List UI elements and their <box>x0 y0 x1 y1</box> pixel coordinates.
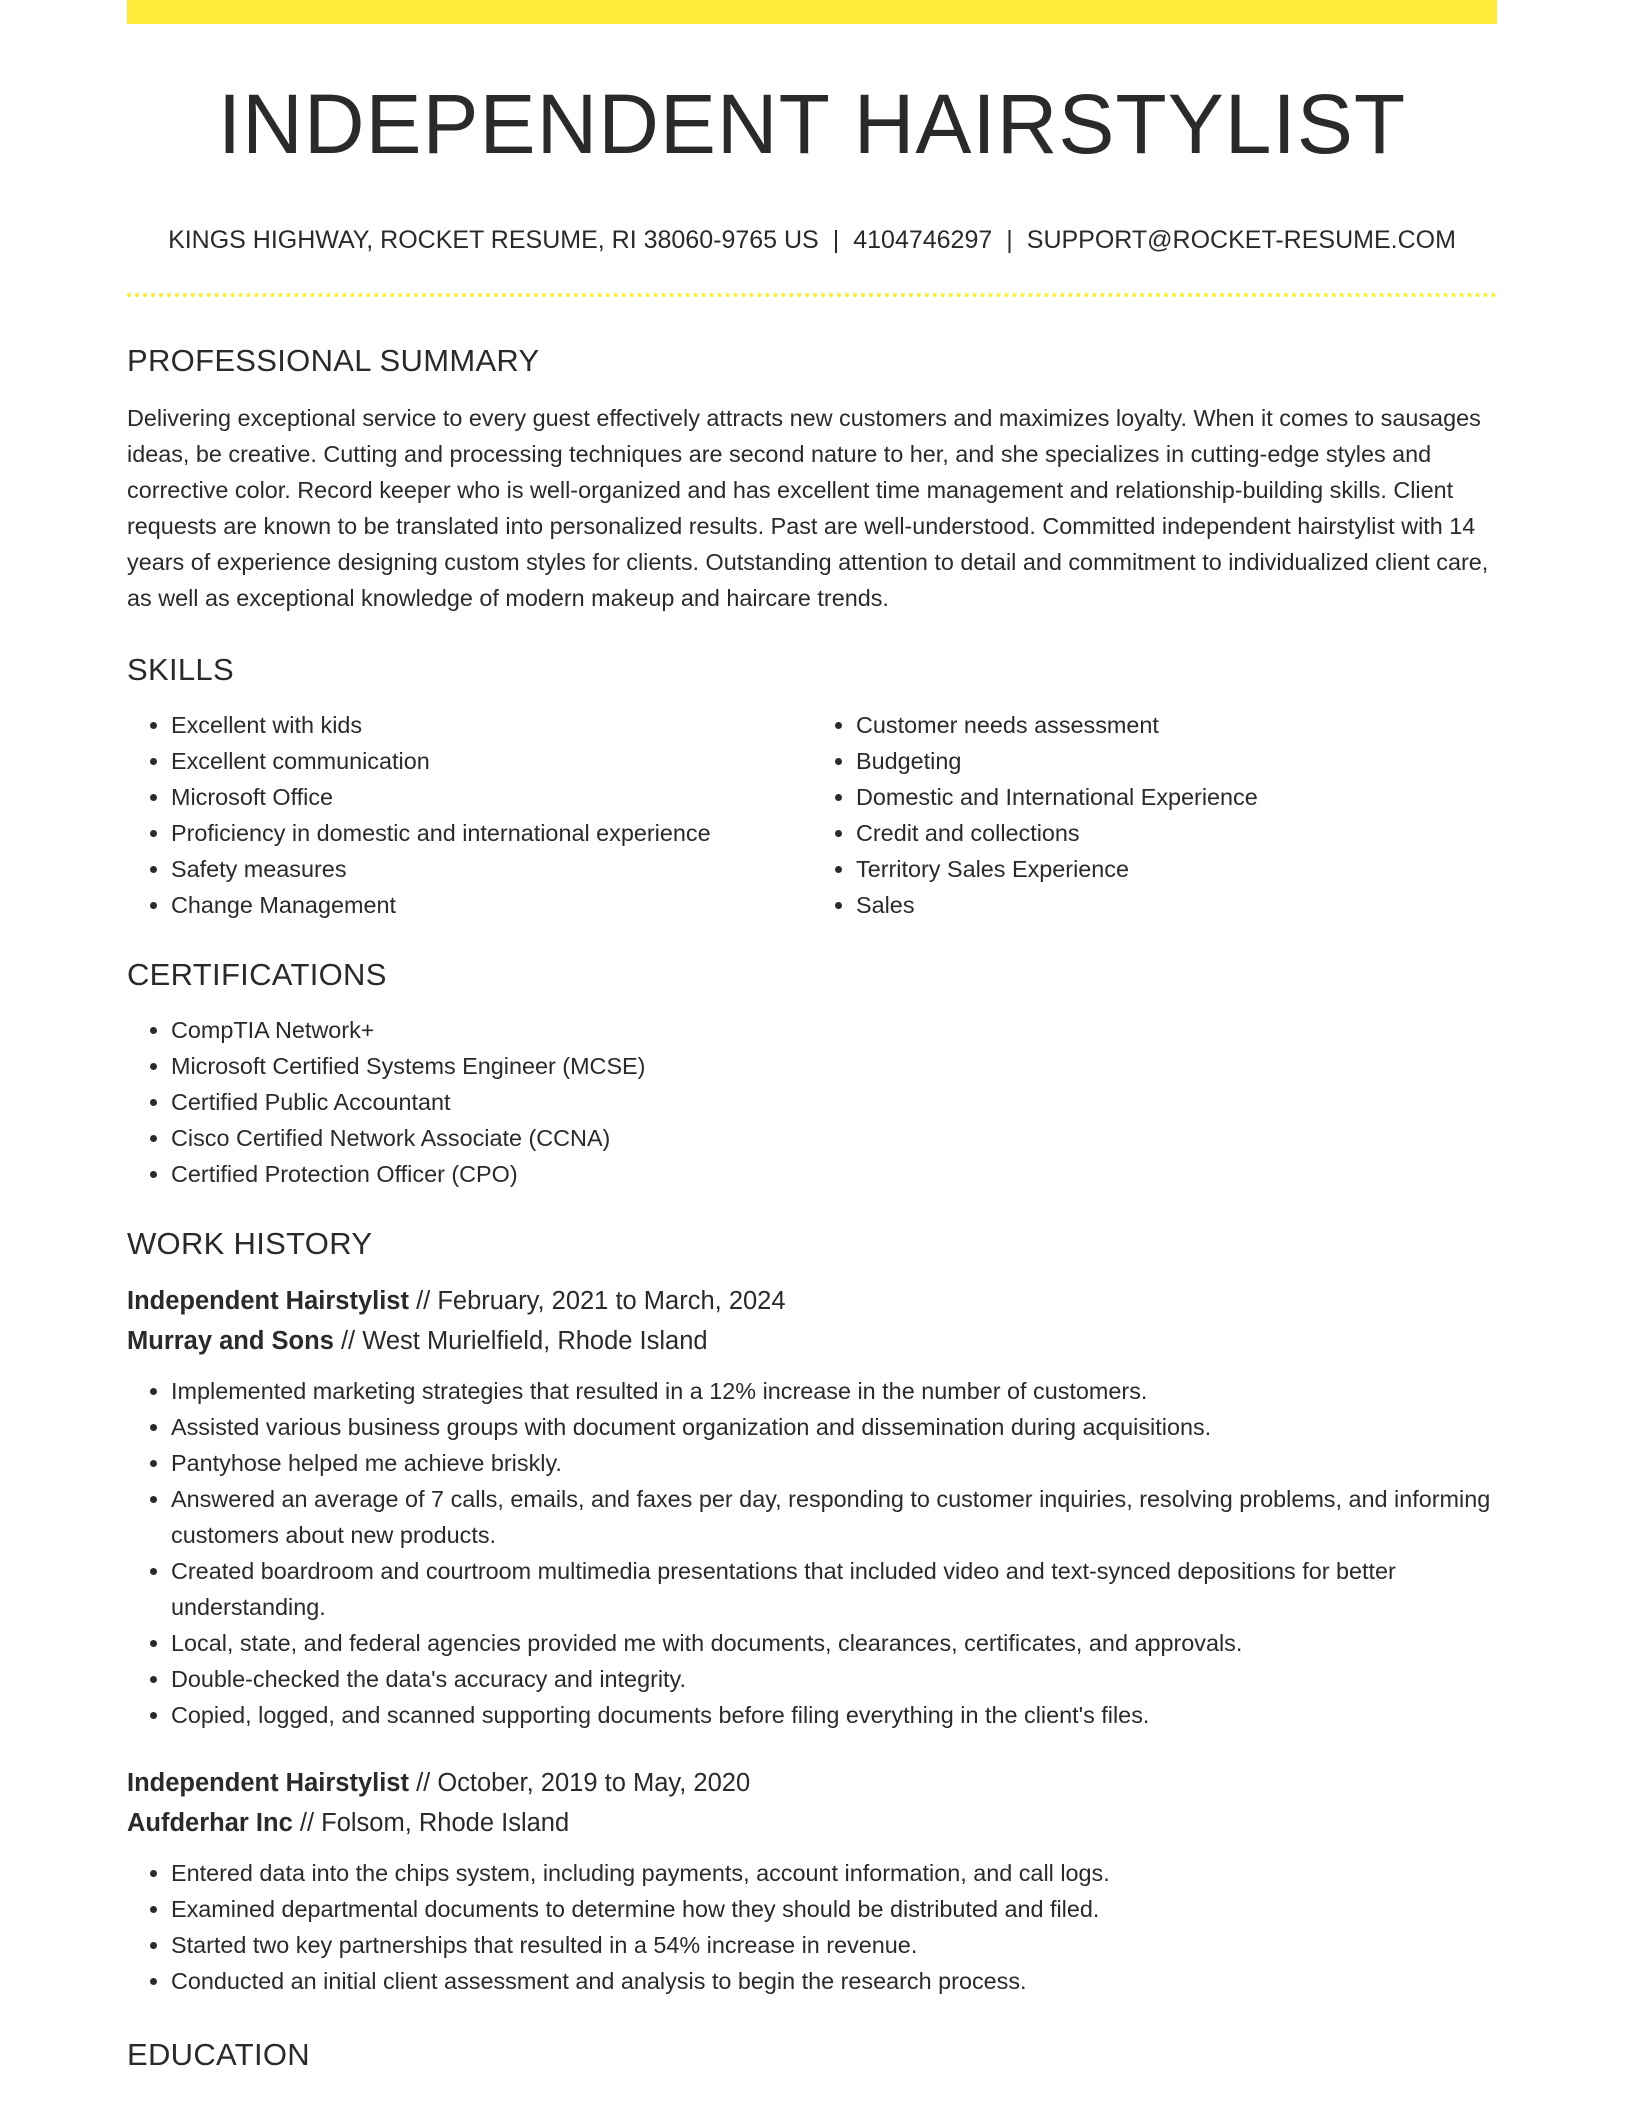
certification-item: • CompTIA Network+ <box>171 1012 1497 1048</box>
resume-name: INDEPENDENT HAIRSTYLIST <box>217 77 1407 171</box>
certifications-heading: CERTIFICATIONS <box>127 957 387 992</box>
job-bullet: • Created boardroom and courtroom multimedia presentations that included video and text-synced depositions for better understanding. <box>171 1553 1497 1625</box>
work-history-heading: WORK HISTORY <box>127 1226 373 1261</box>
skills-left-list <box>127 707 812 923</box>
job-bullet: • Pantyhose helped me achieve briskly. <box>171 1445 1497 1481</box>
certification-item: • Cisco Certified Network Associate (CCNA) <box>171 1120 1497 1156</box>
contact-address: KINGS HIGHWAY, ROCKET RESUME, RI 38060-9765 US <box>168 226 819 254</box>
skill-item: • Change Management <box>171 887 812 923</box>
contact-separator: | <box>1006 226 1013 254</box>
job-company: Murray and Sons <box>127 1327 334 1355</box>
job-location: // Folsom, Rhode Island <box>292 1809 570 1837</box>
contact-phone: 4104746297 <box>853 226 993 254</box>
skill-item: • Domestic and International Experience <box>856 779 1497 815</box>
job-title-line <box>127 1281 1497 1321</box>
skills-columns <box>127 707 1497 923</box>
job-company-line <box>127 1803 1497 1843</box>
job-role: Independent Hairstylist <box>127 1769 409 1797</box>
job-title-line <box>127 1763 1497 1803</box>
job-bullet: • Entered data into the chips system, including payments, account information, and call logs. <box>171 1855 1497 1891</box>
skill-item: • Proficiency in domestic and international experience <box>171 815 812 851</box>
contact-separator: | <box>832 226 840 254</box>
skill-item: • Customer needs assessment <box>856 707 1497 743</box>
job-bullet: • Assisted various business groups with document organization and dissemination during acquisitions. <box>171 1409 1497 1445</box>
header-divider <box>127 293 1497 297</box>
skills-heading: SKILLS <box>127 652 234 687</box>
job-role: Independent Hairstylist <box>127 1287 409 1315</box>
job-bullets <box>127 1373 1497 1733</box>
job-dates: // October, 2019 to May, 2020 <box>408 1769 751 1797</box>
summary-heading: PROFESSIONAL SUMMARY <box>127 343 540 378</box>
skill-item: • Safety measures <box>171 851 812 887</box>
skill-item: • Budgeting <box>856 743 1497 779</box>
job-company: Aufderhar Inc <box>127 1809 293 1837</box>
skill-item: • Microsoft Office <box>171 779 812 815</box>
resume-page <box>127 0 1497 2070</box>
job-bullets <box>127 1855 1497 1999</box>
skill-item: • Excellent with kids <box>171 707 812 743</box>
certification-item: • Certified Protection Officer (CPO) <box>171 1156 1497 1192</box>
skill-item: • Sales <box>856 887 1497 923</box>
summary-text: Delivering exceptional service to every guest effectively attracts new customers and maximizes loyalty. When it comes to sausages ideas, be creative. Cutting and processing techniques are second nature to her, and she specializes in cutting-edge styles and corrective color. Record keeper who is well-organized and has excellent time management and relationship-building skills. Client requests are known to be translated into personalized results. Past are well-understood. Committed independent hairstylist with 14 years of experience designing custom styles for clients. Outstanding attention to detail and commitment to individualized client care, as well as exceptional knowledge of modern makeup and haircare trends. <box>127 405 1489 611</box>
job-bullet: • Local, state, and federal agencies provided me with documents, clearances, certificates, and approvals. <box>171 1625 1497 1661</box>
contact-email: SUPPORT@ROCKET-RESUME.COM <box>1026 226 1456 254</box>
education-heading: EDUCATION <box>127 2037 310 2072</box>
job-bullet: • Conducted an initial client assessment and analysis to begin the research process. <box>171 1963 1497 1999</box>
certifications-list <box>127 1012 1497 1192</box>
job-bullet: • Started two key partnerships that resulted in a 54% increase in revenue. <box>171 1927 1497 1963</box>
job-bullet: • Examined departmental documents to determine how they should be distributed and filed. <box>171 1891 1497 1927</box>
skills-right-list <box>812 707 1497 923</box>
accent-bar <box>127 0 1497 24</box>
job-bullet: • Implemented marketing strategies that resulted in a 12% increase in the number of customers. <box>171 1373 1497 1409</box>
skill-item: • Territory Sales Experience <box>856 851 1497 887</box>
job-bullet: • Copied, logged, and scanned supporting documents before filing everything in the client's files. <box>171 1697 1497 1733</box>
job-location: // West Murielfield, Rhode Island <box>333 1327 708 1355</box>
skill-item: • Excellent communication <box>171 743 812 779</box>
skill-item: • Credit and collections <box>856 815 1497 851</box>
job-dates: // February, 2021 to March, 2024 <box>408 1287 786 1315</box>
certification-item: • Certified Public Accountant <box>171 1084 1497 1120</box>
certification-item: • Microsoft Certified Systems Engineer (MCSE) <box>171 1048 1497 1084</box>
job-bullet: • Answered an average of 7 calls, emails, and faxes per day, responding to customer inquiries, resolving problems, and informing customers about new products. <box>171 1481 1497 1553</box>
job-bullet: • Double-checked the data's accuracy and integrity. <box>171 1661 1497 1697</box>
job-company-line <box>127 1321 1497 1361</box>
contact-line <box>127 226 1497 255</box>
